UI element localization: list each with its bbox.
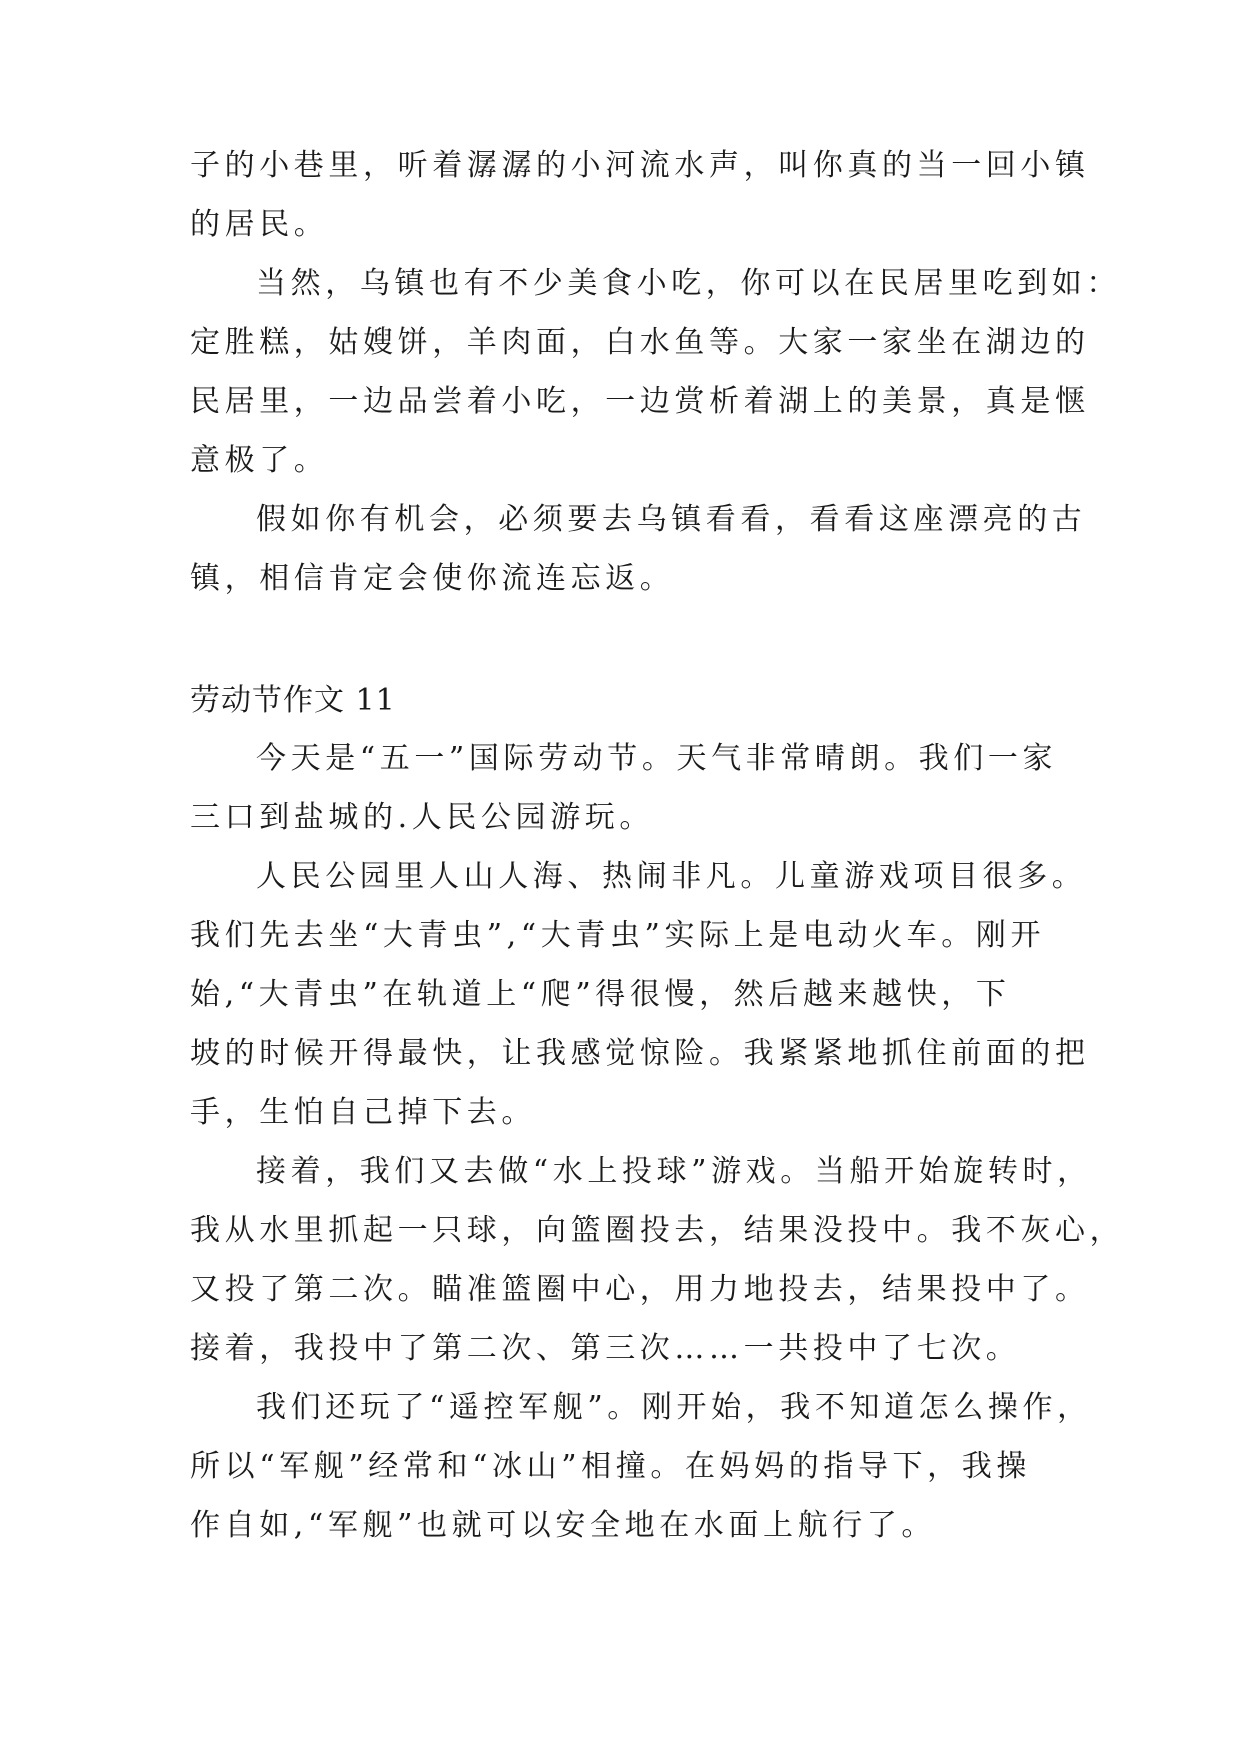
paragraph-first-line: 假如你有机会，必须要去乌镇看看，看看这座漂亮的古 (256, 502, 1087, 537)
paragraph-first-line: 当然，乌镇也有不少美食小吃，你可以在民居里吃到如： (256, 266, 1121, 301)
body-text-line: 坡的时候开得最快，让我感觉惊险。我紧紧地抓住前面的把 (190, 1036, 1090, 1071)
body-text-line: 镇，相信肯定会使你流连忘返。 (190, 561, 675, 596)
paragraph-first-line: 今天是“五一”国际劳动节。天气非常晴朗。我们一家 (256, 741, 1058, 776)
body-text-line: 手，生怕自己掉下去。 (190, 1095, 536, 1130)
body-text-line: 接着，我投中了第二次、第三次……一共投中了七次。 (190, 1331, 1021, 1366)
body-text-line: 又投了第二次。瞄准篮圈中心，用力地投去，结果投中了。 (190, 1272, 1090, 1307)
body-text-line: 作自如,“军舰”也就可以安全地在水面上航行了。 (190, 1508, 937, 1543)
body-text-line: 的居民。 (190, 207, 329, 242)
paragraph-first-line: 接着，我们又去做“水上投球”游戏。当船开始旋转时， (256, 1154, 1092, 1189)
body-text-line: 民居里，一边品尝着小吃，一边赏析着湖上的美景，真是惬 (190, 384, 1090, 419)
paragraph-first-line: 人民公园里人山人海、热闹非凡。儿童游戏项目很多。 (256, 859, 1087, 894)
section-heading: 劳动节作文 11 (190, 683, 396, 718)
body-text-line: 我从水里抓起一只球，向篮圈投去，结果没投中。我不灰心， (190, 1213, 1125, 1248)
paragraph-first-line: 我们还玩了“遥控军舰”。刚开始，我不知道怎么操作， (256, 1390, 1092, 1425)
body-text-line: 三口到盐城的.人民公园游玩。 (190, 800, 654, 835)
body-text-line: 始,“大青虫”在轨道上“爬”得很慢，然后越来越快，下 (190, 977, 1011, 1012)
body-text-line: 所以“军舰”经常和“冰山”相撞。在妈妈的指导下，我操 (190, 1449, 1031, 1484)
body-text-line: 定胜糕，姑嫂饼，羊肉面，白水鱼等。大家一家坐在湖边的 (190, 325, 1090, 360)
body-text-line: 意极了。 (190, 443, 329, 478)
body-text-line: 子的小巷里，听着潺潺的小河流水声，叫你真的当一回小镇 (190, 148, 1090, 183)
body-text-line: 我们先去坐“大青虫”,“大青虫”实际上是电动火车。刚开 (190, 918, 1046, 953)
